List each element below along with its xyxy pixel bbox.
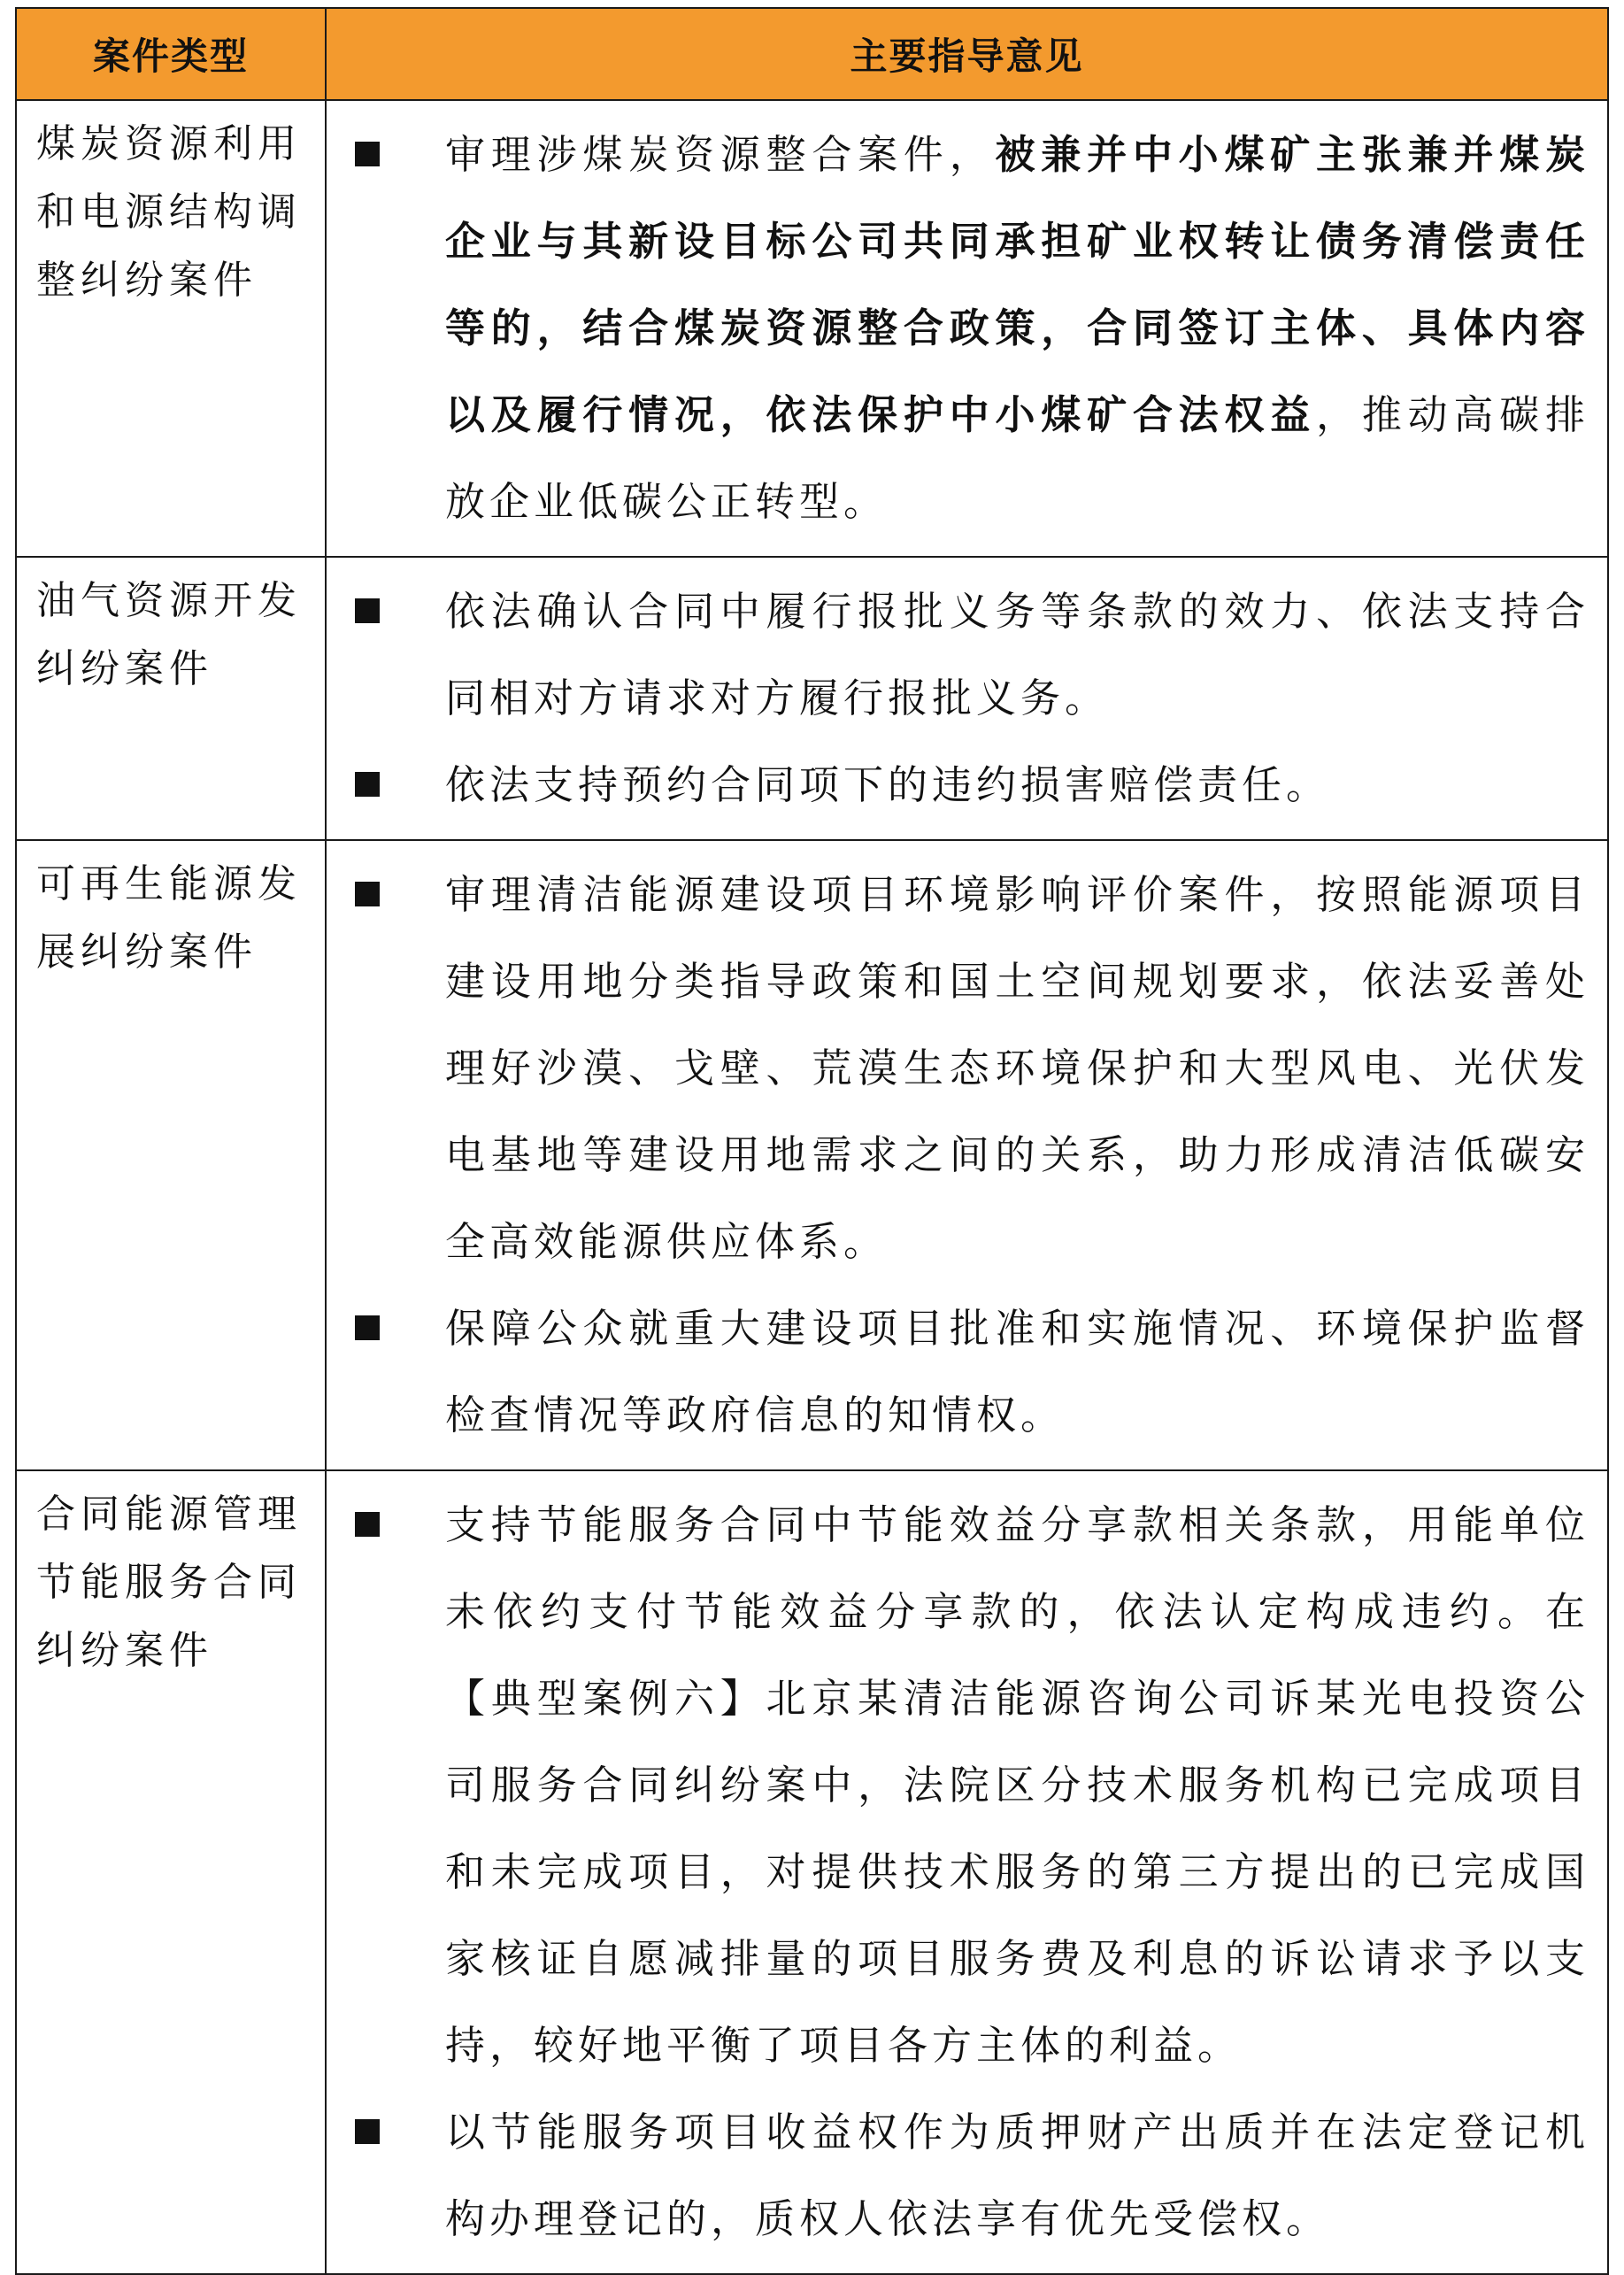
guidance-text-part: 审理涉煤炭资源整合案件，: [445, 131, 996, 178]
guidance-text: 支持节能服务合同中节能效益分享款相关条款，用能单位未依约支付节能效益分享款的，依法认定构成违约。在【典型案例六】北京某清洁能源咨询公司诉某光电投资公司服务合同纠纷案中，法院区分技术服务机构已完成项目和未完成项目，对提供技术服务的第三方提出的已完成国家核证自愿减排量的项目服务费及利息的诉讼请求予以支持，较好地平衡了项目各方主体的利益。: [445, 1501, 1589, 2069]
guidance-cell: [326, 1470, 1608, 2274]
guidance-text: 保障公众就重大建设项目批准和实施情况、环境保护监督检查情况等政府信息的知情权。: [445, 1305, 1589, 1438]
header-case-type: 案件类型: [16, 8, 326, 100]
guidance-item: [344, 1285, 1589, 1459]
guidance-table: [15, 7, 1609, 2275]
case-type-cell: [16, 557, 326, 840]
guidance-item: [344, 742, 1589, 829]
square-bullet-icon: [355, 1315, 380, 1340]
case-type-line: 纠纷案件: [36, 646, 213, 691]
case-type-line: 整纠纷案件: [36, 258, 258, 303]
case-type-line: 合同能源管理: [36, 1492, 302, 1537]
case-type-line: 可再生能源发: [36, 861, 302, 906]
case-type-cell: [16, 840, 326, 1470]
case-type-line: 煤炭资源利用: [36, 121, 302, 166]
square-bullet-icon: [355, 772, 380, 797]
case-type-line: 油气资源开发: [36, 578, 302, 623]
guidance-item: [344, 2089, 1589, 2263]
case-type-cell: [16, 100, 326, 557]
guidance-text-part: ，推动高碳排放企业低碳公正转型。: [445, 391, 1589, 525]
table-row: [16, 840, 1608, 1470]
table-row: [16, 1470, 1608, 2274]
guidance-item: [344, 112, 1589, 545]
guidance-cell: [326, 100, 1608, 557]
guidance-cell: [326, 840, 1608, 1470]
guidance-text: 依法支持预约合同项下的违约损害赔偿责任。: [445, 761, 1331, 808]
square-bullet-icon: [355, 1512, 380, 1537]
guidance-item: [344, 1482, 1589, 2089]
guidance-cell: [326, 557, 1608, 840]
guidance-text: 依法确认合同中履行报批义务等条款的效力、依法支持合同相对方请求对方履行报批义务。: [445, 588, 1589, 721]
square-bullet-icon: [355, 2119, 380, 2144]
guidance-text: 以节能服务项目收益权作为质押财产出质并在法定登记机构办理登记的，质权人依法享有优先受偿权。: [445, 2109, 1589, 2242]
table-header-row: [16, 8, 1608, 100]
case-type-line: 和电源结构调: [36, 189, 302, 235]
case-type-line: 节能服务合同: [36, 1560, 302, 1605]
guidance-text: 审理清洁能源建设项目环境影响评价案件，按照能源项目建设用地分类指导政策和国土空间规划要求，依法妥善处理好沙漠、戈壁、荒漠生态环境保护和大型风电、光伏发电基地等建设用地需求之间的关系，助力形成清洁低碳安全高效能源供应体系。: [445, 871, 1589, 1265]
square-bullet-icon: [355, 598, 380, 623]
table-row: [16, 100, 1608, 557]
guidance-item: [344, 852, 1589, 1285]
case-type-cell: [16, 1470, 326, 2274]
case-type-line: 展纠纷案件: [36, 929, 258, 975]
guidance-text: [445, 112, 1589, 545]
guidance-text-bold: 被兼并中小煤矿主张兼并煤炭企业与其新设目标公司共同承担矿业权转让债务清偿责任等的，结合煤炭资源整合政策，合同签订主体、具体内容以及履行情况，依法保护中小煤矿合法权益: [445, 131, 1589, 438]
table-row: [16, 557, 1608, 840]
header-guidance: 主要指导意见: [326, 8, 1608, 100]
case-type-line: 纠纷案件: [36, 1628, 213, 1673]
guidance-item: [344, 568, 1589, 742]
square-bullet-icon: [355, 882, 380, 906]
square-bullet-icon: [355, 142, 380, 166]
